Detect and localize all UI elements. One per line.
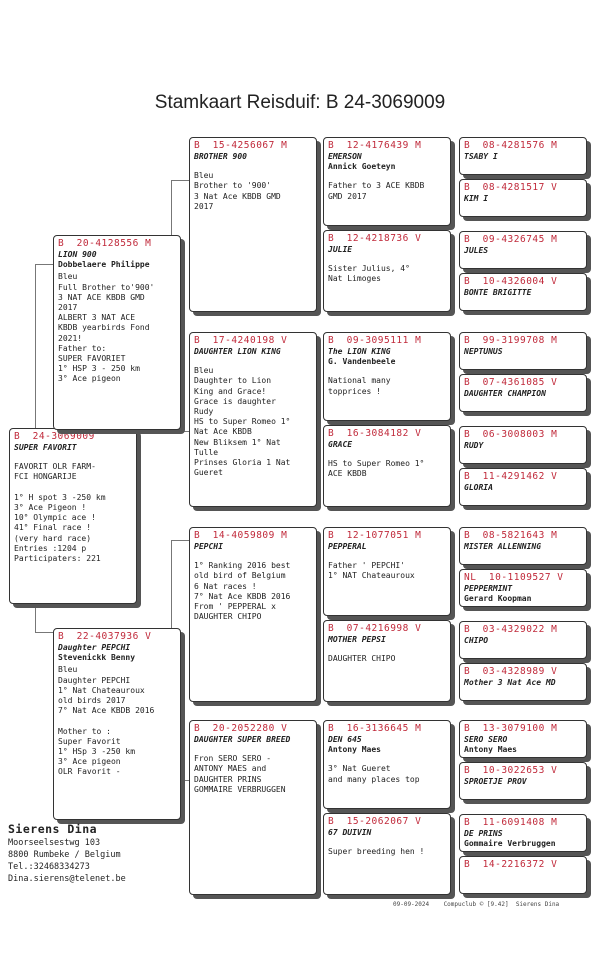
breeder-name: Antony Maes [464, 745, 517, 755]
pigeon-name: BONTE BRIGITTE [464, 288, 532, 297]
pigeon-notes: Bleu Daughter to Lion King and Grace! Grace is daughter Rudy HS to Super Romeo 1° Nat Ace KBDB New Bliksem 1° Nat Tulle Prinses Gloria 1 Nat Gueret [194, 366, 291, 478]
pigeon-notes: Father ' PEPCHI' 1° NAT Chateauroux [328, 561, 415, 581]
ring-number: B 08-5821643 M [464, 530, 558, 541]
pedigree-card [189, 137, 317, 312]
pedigree-card [459, 814, 587, 852]
page-title: Stamkaart Reisduif: B 24-3069009 [154, 92, 446, 113]
ring-number: B 17-4240198 V [194, 335, 288, 346]
ring-number: NL 10-1109527 V [464, 572, 564, 583]
ring-number: B 03-4328989 V [464, 666, 558, 677]
ring-number: B 16-3084182 V [328, 428, 422, 439]
ring-number: B 13-3079100 M [464, 723, 558, 734]
pigeon-notes: Sister Julius, 4° Nat Limoges [328, 264, 410, 284]
pigeon-name: DEN 645 [328, 735, 362, 744]
ring-number: B 20-4128556 M [58, 238, 152, 249]
owner-street: Moorseelsestwg 103 [8, 838, 101, 848]
ring-number: B 24-3069009 [14, 431, 95, 442]
pigeon-notes: 1° Ranking 2016 best old bird of Belgium 6 Nat races ! 7° Nat Ace KBDB 2016 From ' PEPPERAL x DAUGHTER CHIPO [194, 561, 291, 622]
pedigree-card [53, 628, 181, 820]
pedigree-card [189, 720, 317, 895]
pedigree-card [459, 231, 587, 269]
pigeon-name: PEPCHI [194, 542, 223, 551]
ring-number: B 14-2216372 V [464, 859, 558, 870]
pedigree-card [459, 137, 587, 175]
pedigree-card [459, 468, 587, 506]
pigeon-name: SPROETJE PROV [464, 777, 527, 786]
ring-number: B 12-4218736 V [328, 233, 422, 244]
pigeon-name: NEPTUNUS [464, 347, 503, 356]
pigeon-notes: National many topprices ! [328, 376, 391, 396]
ring-number: B 15-2062067 V [328, 816, 422, 827]
owner-phone: Tel.:32468334273 [8, 862, 90, 872]
breeder-name: Stevenickk Benny [58, 653, 136, 663]
ring-number: B 03-4329022 M [464, 624, 558, 635]
pedigree-card [189, 332, 317, 507]
pigeon-notes: Bleu Full Brother to'900' 3 NAT ACE KBDB GMD 2017 ALBERT 3 NAT ACE KBDB yearbirds Fond 2021! Father to: SUPER FAVORIET 1° HSP 3 - 250 km 3° Ace pigeon [58, 272, 155, 384]
pedigree-card [323, 332, 451, 421]
pedigree-card [323, 620, 451, 702]
ring-number: B 10-4326004 V [464, 276, 558, 287]
pigeon-notes: FAVORIT OLR FARM- FCI HONGARIJE 1° H spot 3 -250 km 3° Ace Pigeon ! 10° Olympic ace ! 41° Final race ! (very hard race) Entries :1204 p Participaters: 221 [14, 462, 106, 564]
ring-number: B 07-4361085 V [464, 377, 558, 388]
pigeon-notes: 3° Nat Gueret and many places top [328, 764, 420, 784]
pigeon-name: JULIE [328, 245, 353, 254]
pedigree-card [459, 332, 587, 370]
ring-number: B 99-3199708 M [464, 335, 558, 346]
owner-name: Sierens Dina [8, 822, 98, 836]
pigeon-name: CHIPO [464, 636, 489, 645]
owner-email[interactable]: Dina.sierens@telenet.be [8, 874, 126, 884]
pigeon-name: PEPPERAL [328, 542, 367, 551]
ring-number: B 16-3136645 M [328, 723, 422, 734]
ring-number: B 09-3095111 M [328, 335, 422, 346]
pigeon-name: Daughter PEPCHI [58, 643, 131, 652]
pedigree-card [459, 663, 587, 701]
ring-number: B 06-3008003 M [464, 429, 558, 440]
pigeon-notes: HS to Super Romeo 1° ACE KBDB [328, 459, 425, 479]
pigeon-name: EMERSON [328, 152, 362, 161]
pigeon-notes: Father to 3 ACE KBDB GMD 2017 [328, 181, 425, 201]
breeder-name: Dobbelaere Philippe [58, 260, 150, 270]
breeder-name: G. Vandenbeele [328, 357, 396, 367]
pedigree-card [323, 813, 451, 895]
pedigree-card [459, 856, 587, 894]
pigeon-name: The LION KING [328, 347, 391, 356]
ring-number: B 08-4281576 M [464, 140, 558, 151]
ring-number: B 07-4216998 V [328, 623, 422, 634]
pedigree-card [323, 230, 451, 312]
ring-number: B 15-4256067 M [194, 140, 288, 151]
pigeon-name: BROTHER 900 [194, 152, 247, 161]
pedigree-card [459, 273, 587, 311]
pedigree-card [459, 720, 587, 758]
pigeon-notes: Fron SERO SERO - ANTONY MAES and DAUGHTER PRINS GOMMAIRE VERBRUGGEN [194, 754, 286, 794]
ring-number: B 11-4291462 V [464, 471, 558, 482]
pigeon-name: LION 900 [58, 250, 97, 259]
ring-number: B 22-4037936 V [58, 631, 152, 642]
pedigree-card [459, 179, 587, 217]
breeder-name: Antony Maes [328, 745, 381, 755]
pedigree-card [459, 621, 587, 659]
ring-number: B 12-1077051 M [328, 530, 422, 541]
pigeon-notes: Super breeding hen ! [328, 847, 425, 857]
ring-number: B 20-2052280 V [194, 723, 288, 734]
ring-number: B 09-4326745 M [464, 234, 558, 245]
pedigree-card [459, 426, 587, 464]
pigeon-name: PEPPERMINT [464, 584, 513, 593]
pedigree-card [53, 235, 181, 430]
pigeon-name: TSABY I [464, 152, 498, 161]
pigeon-name: DAUGHTER LION KING [194, 347, 281, 356]
ring-number: B 08-4281517 V [464, 182, 558, 193]
pedigree-card [459, 374, 587, 412]
footer-text: 09-09-2024 Compuclub © [9.42] Sierens Dina [393, 901, 560, 908]
pedigree-card [9, 428, 137, 604]
breeder-name: Gommaire Verbruggen [464, 839, 556, 849]
breeder-name: Gerard Koopman [464, 594, 532, 604]
pigeon-name: DAUGHTER CHAMPION [464, 389, 546, 398]
pedigree-card [323, 527, 451, 616]
pedigree-card [459, 569, 587, 607]
pedigree-card [459, 762, 587, 800]
pedigree-card [459, 527, 587, 565]
pigeon-name: DAUGHTER SUPER BREED [194, 735, 291, 744]
pigeon-name: RUDY [464, 441, 484, 450]
pigeon-name: JULES [464, 246, 489, 255]
pedigree-card [323, 720, 451, 809]
ring-number: B 14-4059809 M [194, 530, 288, 541]
pigeon-name: Mother 3 Nat Ace MD [464, 678, 556, 687]
pigeon-name: SERO SERO [464, 735, 508, 744]
pigeon-name: MISTER ALLENNING [464, 542, 542, 551]
pigeon-name: GRACE [328, 440, 353, 449]
pigeon-name: SUPER FAVORIT [14, 443, 77, 452]
owner-city: 8800 Rumbeke / Belgium [8, 850, 121, 860]
pigeon-name: DE PRINS [464, 829, 503, 838]
owner-block [8, 823, 126, 885]
breeder-name: Annick Goeteyn [328, 162, 396, 172]
pigeon-name: KIM I [464, 194, 489, 203]
ring-number: B 12-4176439 M [328, 140, 422, 151]
pedigree-card [323, 425, 451, 507]
pedigree-card [323, 137, 451, 226]
pigeon-notes: DAUGHTER CHIPO [328, 654, 396, 664]
pigeon-name: 67 DUIVIN [328, 828, 372, 837]
pedigree-card [189, 527, 317, 702]
pigeon-notes: Bleu Daughter PEPCHI 1° Nat Chateauroux old birds 2017 7° Nat Ace KBDB 2016 Mother to : Super Favorit 1° HSp 3 -250 km 3° Ace pigeon OLR Favorit - [58, 665, 155, 777]
ring-number: B 10-3022653 V [464, 765, 558, 776]
pigeon-notes: Bleu Brother to '900' 3 Nat Ace KBDB GMD 2017 [194, 171, 281, 211]
pigeon-name: MOTHER PEPSI [328, 635, 386, 644]
ring-number: B 11-6091408 M [464, 817, 558, 828]
pigeon-name: GLORIA [464, 483, 493, 492]
